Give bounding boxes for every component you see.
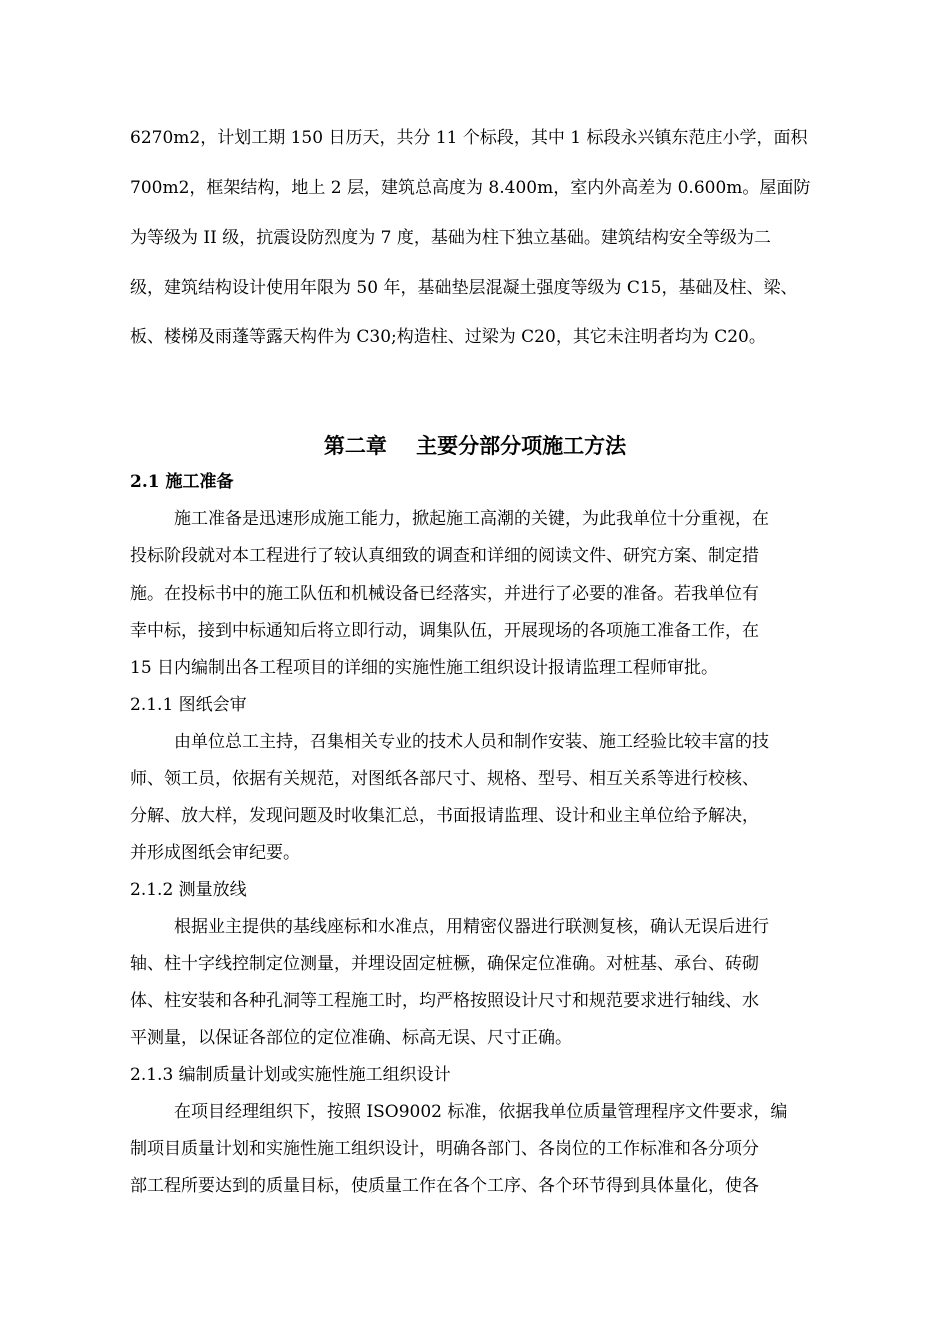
paragraph-line: 部工程所要达到的质量目标，使质量工作在各个工序、各个环节得到具体量化，使各 — [130, 1176, 759, 1196]
paragraph-line: 师、领工员，依据有关规范，对图纸各部尺寸、规格、型号、相互关系等进行校核、 — [130, 769, 759, 789]
paragraph-line: 制项目质量计划和实施性施工组织设计，明确各部门、各岗位的工作标准和各分项分 — [130, 1139, 759, 1159]
paragraph-line: 投标阶段就对本工程进行了较认真细致的调查和详细的阅读文件、研究方案、制定措 — [130, 546, 759, 566]
subsection-heading: 2.1.3 编制质量计划或实施性施工组织设计 — [130, 1065, 451, 1085]
intro-line: 700m2，框架结构，地上 2 层，建筑总高度为 8.400m，室内外高差为 0.600m。屋面防 — [130, 178, 811, 198]
paragraph-line: 轴、柱十字线控制定位测量，并埋设固定桩橛，确保定位准确。对桩基、承台、砖砌 — [130, 954, 759, 974]
intro-line: 6270m2，计划工期 150 日历天，共分 11 个标段，其中 1 标段永兴镇东范庄小学，面积 — [130, 128, 808, 148]
paragraph-line: 施工准备是迅速形成施工能力，掀起施工高潮的关键，为此我单位十分重视，在 — [174, 509, 769, 529]
chapter-title: 第二章 主要分部分项施工方法 — [323, 433, 627, 458]
subsection-heading: 2.1.1 图纸会审 — [130, 695, 247, 715]
paragraph-line: 体、柱安装和各种孔洞等工程施工时，均严格按照设计尺寸和规范要求进行轴线、水 — [130, 991, 759, 1011]
intro-line: 板、楼梯及雨蓬等露天构件为 C30;构造柱、过梁为 C20，其它未注明者均为 C20。 — [130, 327, 766, 347]
intro-line: 级，建筑结构设计使用年限为 50 年，基础垫层混凝土强度等级为 C15，基础及柱、梁、 — [130, 278, 798, 298]
paragraph-line: 施。在投标书中的施工队伍和机械设备已经落实，并进行了必要的准备。若我单位有 — [130, 584, 759, 604]
paragraph-line: 幸中标，接到中标通知后将立即行动，调集队伍，开展现场的各项施工准备工作，在 — [130, 621, 759, 641]
section-heading: 2.1 施工准备 — [130, 472, 234, 492]
paragraph-line: 在项目经理组织下，按照 ISO9002 标准，依据我单位质量管理程序文件要求，编 — [174, 1102, 788, 1122]
subsection-heading: 2.1.2 测量放线 — [130, 880, 247, 900]
paragraph-line: 15 日内编制出各工程项目的详细的实施性施工组织设计报请监理工程师审批。 — [130, 658, 719, 678]
paragraph-line: 根据业主提供的基线座标和水准点，用精密仪器进行联测复核，确认无误后进行 — [174, 917, 769, 937]
paragraph-line: 由单位总工主持，召集相关专业的技术人员和制作安装、施工经验比较丰富的技 — [174, 732, 769, 752]
paragraph-line: 分解、放大样，发现问题及时收集汇总，书面报请监理、设计和业主单位给予解决， — [130, 806, 759, 826]
intro-line: 为等级为 II 级，抗震设防烈度为 7 度，基础为柱下独立基础。建筑结构安全等级为二 — [130, 228, 771, 248]
paragraph-line: 平测量，以保证各部位的定位准确、标高无误、尺寸正确。 — [130, 1028, 572, 1048]
paragraph-line: 并形成图纸会审纪要。 — [130, 843, 300, 863]
